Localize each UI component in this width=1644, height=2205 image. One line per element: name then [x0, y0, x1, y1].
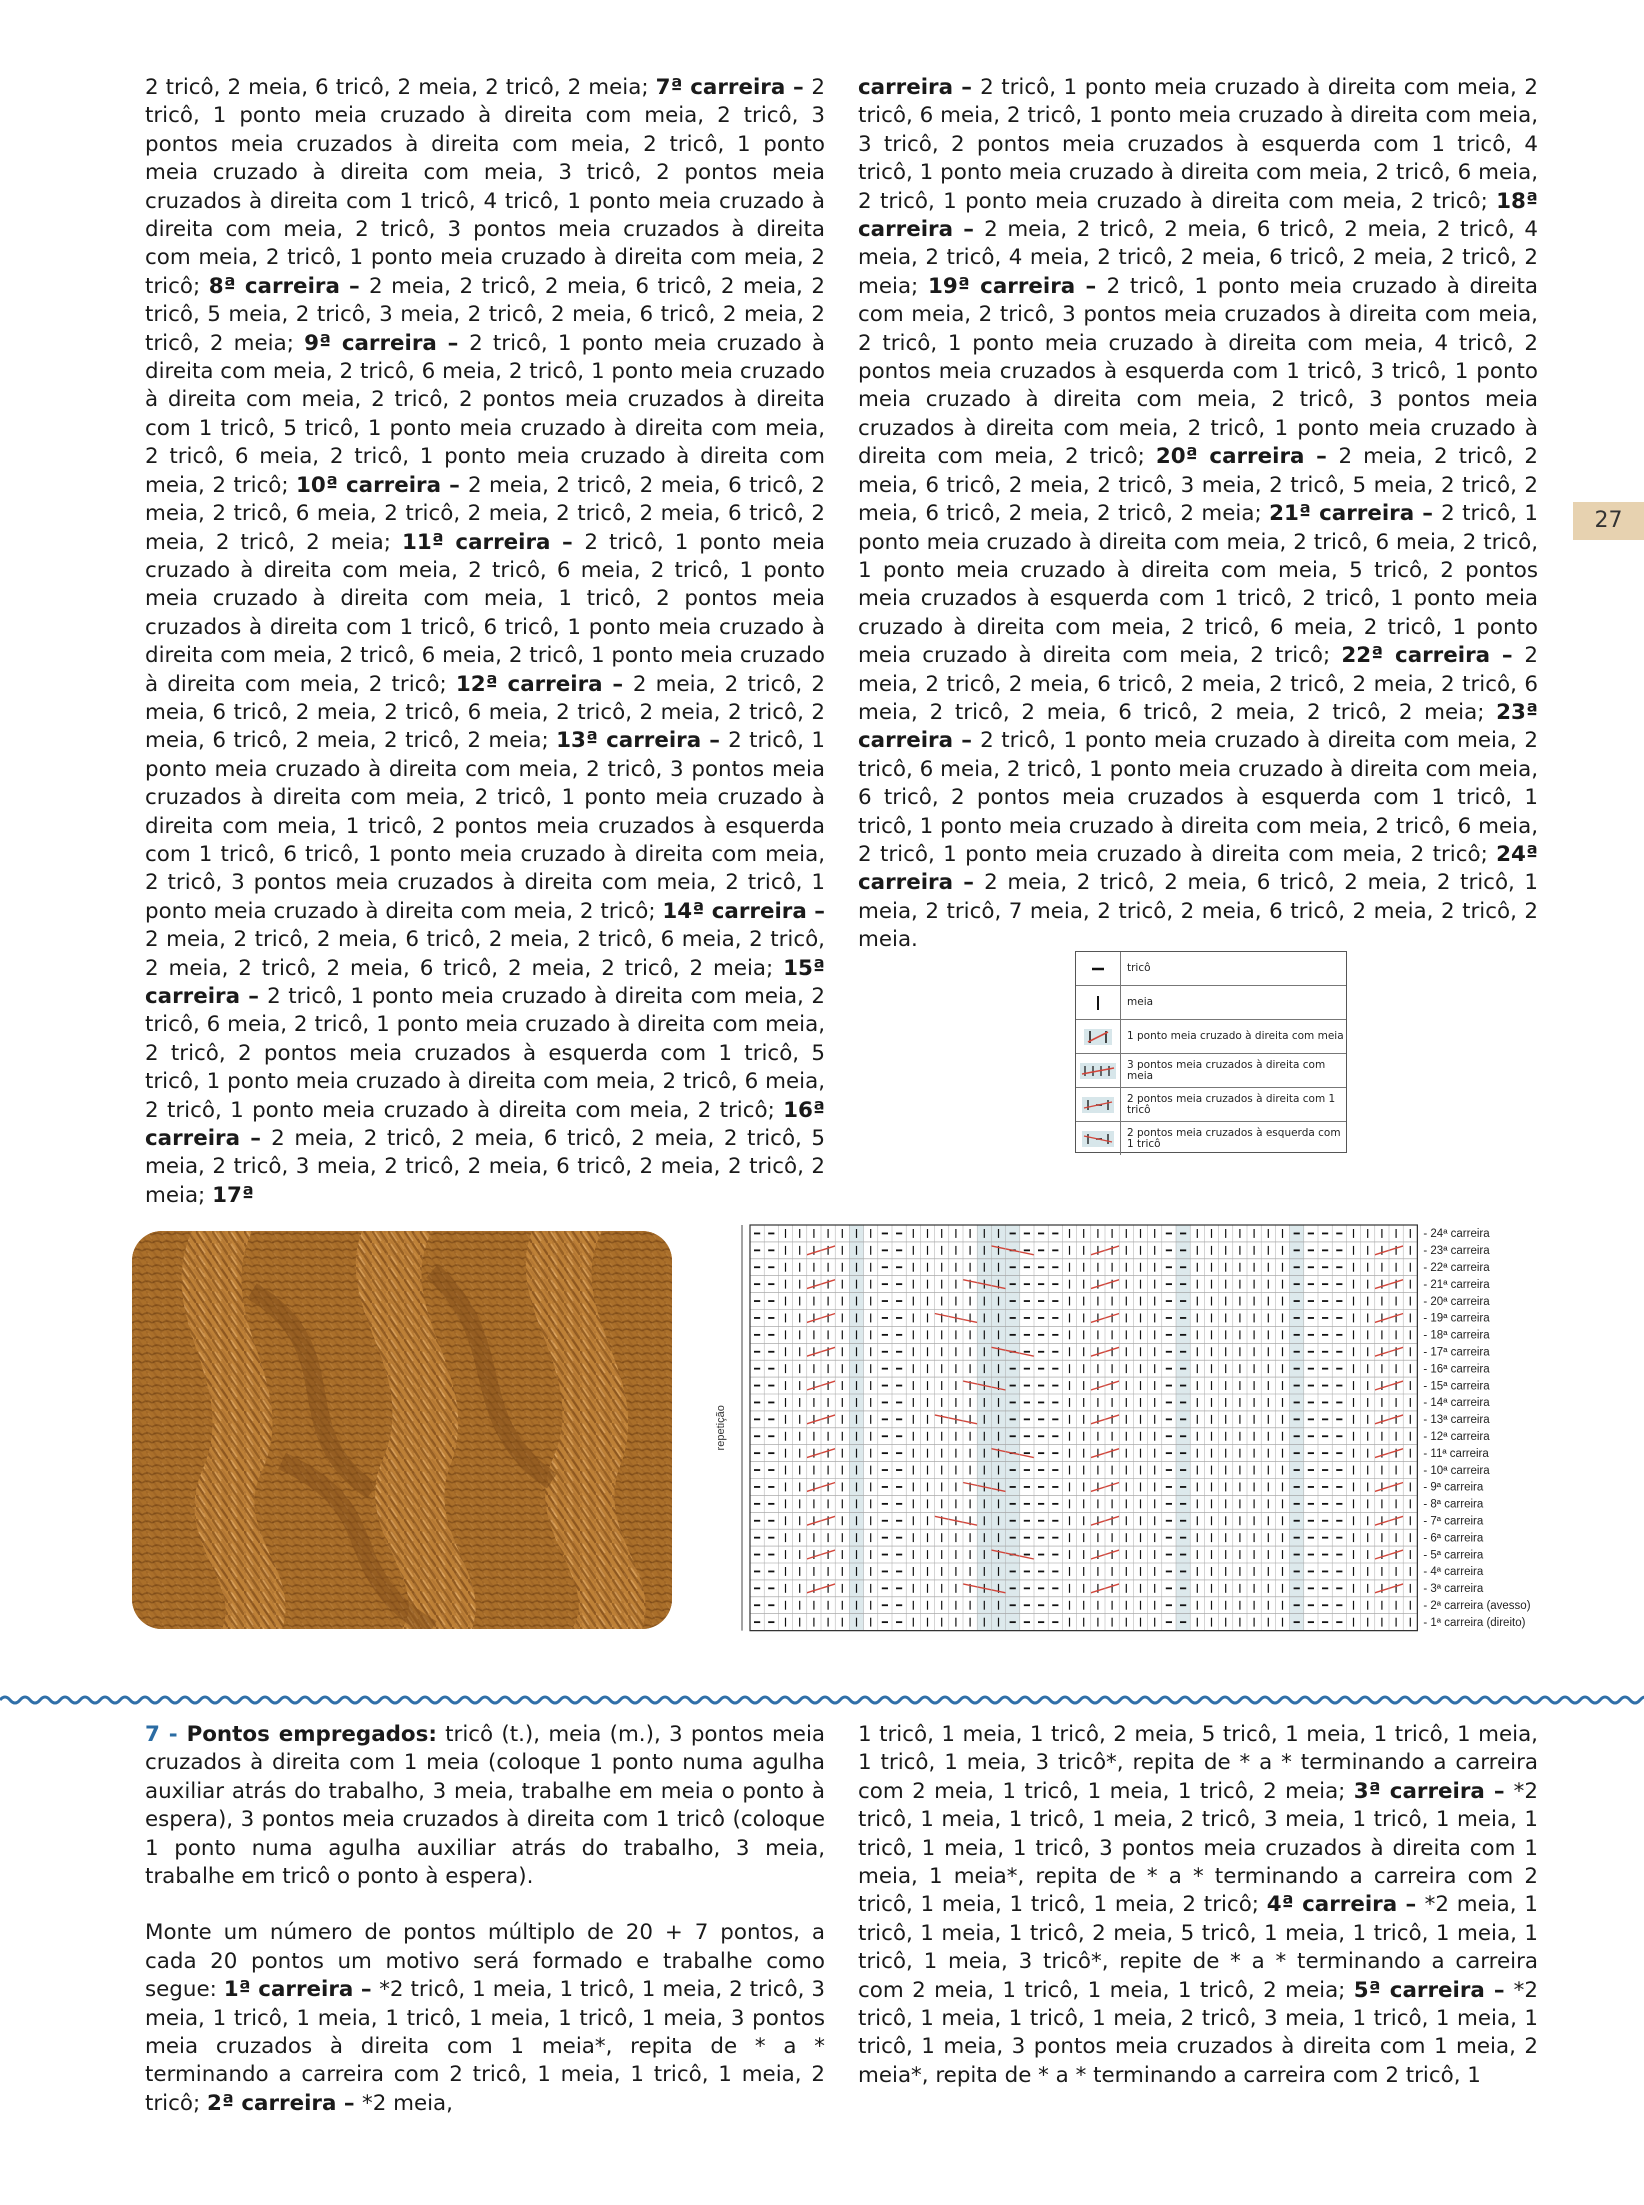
legend-label: 2 pontos meia cruzados à esquerda com 1 tricô: [1127, 1126, 1341, 1150]
row-label: 22ª carreira –: [1341, 643, 1525, 669]
instruction-text: 2 tricô, 1 ponto meia cruzado à direita com meia, 2 tricô, 3 pontos meia cruzados à direita com meia, 2 tricô, 1 ponto meia cruzado à direita com meia, 1 tricô, 2 pontos meia cruzados à esquerda com 1 tricô, 6 tricô, 1 ponto meia cruzado à direita com meia, 2 tricô, 3 pontos meia cruzados à direita com meia, 2 tricô, 1 ponto meia cruzado à direita com meia, 2 tricô;: [145, 728, 826, 924]
row-label: 14ª carreira –: [662, 898, 825, 924]
instruction-text: 2 tricô, 1 ponto meia cruzado à direita com meia, 2 tricô, 6 meia, 2 tricô, 1 ponto meia cruzado à direita com meia, 2 tricô, 2 pontos meia cruzados à direita com 1 tricô, 5 tricô, 1 ponto meia cruzado à direita com meia, 2 tricô, 6 meia, 2 tricô, 1 ponto meia cruzado à direita com meia, 2 tricô;: [145, 330, 825, 498]
row-label: 2ª carreira –: [206, 2090, 363, 2116]
legend-symbol-icon: [1076, 1122, 1121, 1155]
instruction-text: 2 tricô, 2 meia, 6 tricô, 2 meia, 2 tricô, 2 meia;: [145, 75, 656, 100]
section-heading: Pontos empregados:: [186, 1722, 437, 1747]
row-label: 19ª carreira –: [927, 273, 1107, 299]
legend-symbol-icon: [1076, 952, 1121, 985]
row-label: carreira –: [858, 75, 981, 100]
row-label: 3ª carreira –: [1353, 1778, 1514, 1804]
instruction-text: 2 tricô, 1 ponto meia cruzado à direita com meia, 2 tricô, 6 meia, 2 tricô, 1 ponto meia cruzado à direita com meia, 1 tricô, 2 pontos meia cruzados à direita com 1 tricô, 6 tricô, 1 ponto meia cruzado à direita com meia, 2 tricô, 6 meia, 2 tricô, 1 ponto meia cruzado à direita com meia, 2 tricô;: [145, 529, 825, 697]
section-number: 7 -: [145, 1722, 187, 1747]
section-intro-text: tricô (t.), meia (m.), 3 pontos meia cruzados à direita com 1 meia (coloque 1 ponto numa agulha auxiliar atrás do trabalho, 3 meia, trabalhe em meia o ponto à espera), 3 pontos meia cruzados à direita com 1 tricô (coloque 1 ponto numa agulha auxiliar atrás do trabalho, 3 meia, trabalhe em tricô o ponto à espera).: [145, 1722, 825, 1890]
chart-row-label: - 11ª carreira: [1423, 1447, 1489, 1460]
stitch-chart: [700, 1222, 1600, 1642]
instruction-text: 2 meia, 2 tricô, 2 meia, 6 tricô, 2 meia, 2 tricô, 4 meia, 2 tricô, 4 meia, 2 tricô, 2 meia, 6 tricô, 2 meia, 2 tricô, 2 meia;: [858, 217, 1538, 299]
knit-swatch-photo: [132, 1231, 672, 1629]
instruction-text: 2 tricô, 1 ponto meia cruzado à direita com meia, 2 tricô, 6 meia, 2 tricô, 1 ponto meia cruzado à direita com meia, 5 tricô, 2 pontos meia cruzados à esquerda com 1 tricô, 2 tricô, 1 ponto meia cruzado à direita com meia, 2 tricô, 6 meia, 2 tricô, 1 ponto meia cruzado à direita com meia, 2 tricô;: [858, 501, 1539, 669]
instruction-text: 2 meia, 2 tricô, 2 meia, 6 tricô, 2 meia, 2 tricô, 6 meia, 2 tricô, 2 meia, 2 tricô, 2 meia, 6 tricô, 2 meia, 2 tricô, 2 meia;: [145, 671, 826, 754]
legend-row: [1076, 986, 1346, 1020]
chart-row-label: - 14ª carreira: [1423, 1397, 1490, 1410]
chart-row-label: - 9ª carreira: [1423, 1481, 1484, 1494]
chart-row-label: - 8ª carreira: [1423, 1498, 1484, 1511]
legend-row: [1076, 1020, 1346, 1054]
chart-row-label: - 21ª carreira: [1423, 1278, 1490, 1291]
section-7-intro: [145, 1721, 825, 1891]
legend-symbol-icon: [1076, 1054, 1121, 1087]
legend-label: tricô: [1127, 962, 1151, 974]
instruction-text: 2 meia, 2 tricô, 2 meia, 6 tricô, 2 meia, 2 tricô, 1 meia, 2 tricô, 7 meia, 2 tricô, 2 meia, 6 tricô, 2 meia, 2 tricô, 2 meia.: [858, 870, 1538, 953]
instruction-text: *2 tricô, 1 meia, 1 tricô, 1 meia, 2 tricô, 3 meia, 1 tricô, 1 meia, 1 tricô, 1 meia, 1 tricô, 1 meia, 3 pontos meia cruzados à direita com 1 meia*, repita de * a * terminando a carreira com 2 tricô, 1 meia, 1 tricô, 1 meia, 2 tricô;: [145, 1977, 825, 2116]
chart-row-label: - 17ª carreira: [1423, 1346, 1490, 1359]
chart-legend: [1075, 951, 1347, 1153]
row-label: 4ª carreira –: [1266, 1892, 1425, 1918]
row-label: 9ª carreira –: [304, 330, 470, 356]
chart-row-label: - 1ª carreira (direito): [1423, 1616, 1526, 1629]
legend-symbol-icon: [1076, 1020, 1121, 1053]
chart-row-label: - 3ª carreira: [1423, 1583, 1484, 1596]
chart-row-label: - 15ª carreira: [1423, 1380, 1490, 1393]
row-label: 21ª carreira –: [1269, 501, 1442, 527]
instruction-text: 2 tricô, 1 ponto meia cruzado à direita com meia, 2 tricô, 3 pontos meia cruzados à direita com meia, 2 tricô, 1 ponto meia cruzado à direita com meia, 4 tricô, 2 pontos meia cruzados à esquerda com 1 tricô, 3 tricô, 1 ponto meia cruzado à direita com meia, 2 tricô, 3 pontos meia cruzados à direita com meia, 2 tricô, 1 ponto meia cruzado à direita com meia, 2 tricô;: [858, 273, 1538, 470]
chart-row-label: - 13ª carreira: [1423, 1414, 1490, 1427]
instruction-text: 2 meia, 2 tricô, 2 meia, 6 tricô, 2 meia, 2 tricô, 2 meia, 2 tricô, 6 meia, 2 tricô, 2 meia, 6 tricô, 2 meia, 2 tricô, 2 meia;: [858, 643, 1538, 725]
row-label: 10ª carreira –: [296, 472, 468, 498]
row-label: 8ª carreira –: [208, 273, 369, 299]
chart-row-label: - 22ª carreira: [1423, 1261, 1490, 1274]
chart-row-label: - 6ª carreira: [1423, 1532, 1484, 1545]
row-label: 11ª carreira –: [401, 529, 585, 555]
wave-divider: [0, 1692, 1644, 1708]
legend-symbol-icon: [1076, 1088, 1121, 1121]
legend-label: 3 pontos meia cruzados à direita com meia: [1127, 1058, 1326, 1082]
instruction-text: 2 meia, 2 tricô, 2 meia, 6 tricô, 2 meia, 2 tricô, 3 meia, 2 tricô, 5 meia, 2 tricô, 2 meia, 6 tricô, 2 meia, 2 tricô, 2 meia;: [858, 444, 1539, 527]
instruction-text: 2 tricô, 1 ponto meia cruzado à direita com meia, 2 tricô, 3 pontos meia cruzados à direita com meia, 2 tricô, 1 ponto meia cruzado à direita com meia, 3 tricô, 2 pontos meia cruzados à direita com 1 tricô, 4 tricô, 1 ponto meia cruzado à direita com meia, 2 tricô, 3 pontos meia cruzados à direita com meia, 2 tricô, 1 ponto meia cruzado à direita com meia, 2 tricô;: [145, 75, 825, 299]
chart-row-label: - 23ª carreira: [1423, 1245, 1490, 1258]
legend-label: 1 ponto meia cruzado à direita com meia: [1127, 1030, 1344, 1042]
instructions-column-top-left: [145, 74, 825, 1210]
row-label: 15ª carreira –: [145, 955, 825, 1009]
row-label: 16ª carreira –: [145, 1097, 825, 1152]
chart-row-label: - 5ª carreira: [1423, 1549, 1484, 1562]
row-label: 1ª carreira –: [223, 1977, 380, 2003]
row-label: 7ª carreira –: [655, 75, 812, 100]
legend-symbol-icon: [1076, 986, 1121, 1019]
instruction-text: 2 tricô, 1 ponto meia cruzado à direita com meia, 2 tricô, 6 meia, 2 tricô, 1 ponto meia cruzado à direita com meia, 6 tricô, 2 pontos meia cruzados à esquerda com 1 tricô, 1 tricô, 1 ponto meia cruzado à direita com meia, 2 tricô, 6 meia, 2 tricô, 1 ponto meia cruzado à direita com meia, 2 tricô;: [858, 728, 1538, 867]
chart-row-label: - 18ª carreira: [1423, 1329, 1490, 1342]
section-7-column-right: [858, 1721, 1538, 2090]
row-label: 23ª carreira –: [858, 699, 1538, 754]
chart-row-label: - 7ª carreira: [1423, 1515, 1484, 1528]
chart-row-label: - 20ª carreira: [1423, 1295, 1490, 1308]
chart-row-label: - 4ª carreira: [1423, 1566, 1484, 1579]
legend-row: [1076, 1088, 1346, 1122]
section-7-column-left: [145, 1721, 825, 2118]
row-label: 12ª carreira –: [455, 671, 633, 697]
chart-row-label: - 16ª carreira: [1423, 1363, 1490, 1376]
chart-row-label: - 2ª carreira (avesso): [1423, 1599, 1531, 1612]
chart-row-label: - 19ª carreira: [1423, 1312, 1490, 1325]
instruction-text: *2 meia,: [362, 2090, 453, 2116]
section-7-cast-on: [145, 1919, 825, 2118]
legend-row: [1076, 1054, 1346, 1088]
row-label: 20ª carreira –: [1155, 444, 1339, 470]
instruction-text: 2 meia, 2 tricô, 2 meia, 6 tricô, 2 meia, 2 tricô, 5 meia, 2 tricô, 3 meia, 2 tricô, 2 meia, 6 tricô, 2 meia, 2 tricô, 2 meia;: [145, 273, 825, 356]
chart-row-label: - 12ª carreira: [1423, 1430, 1490, 1443]
page-number: 27: [1573, 502, 1644, 540]
legend-label: meia: [1127, 996, 1154, 1008]
instruction-text: *2 tricô, 1 meia, 1 tricô, 1 meia, 2 tricô, 3 meia, 1 tricô, 1 meia, 1 tricô, 1 meia, 1 tricô, 3 pontos meia cruzados à direita com 1 meia, 1 meia*, repita de * a * terminando a carreira com 2 tricô, 1 meia, 1 tricô, 1 meia, 2 tricô;: [858, 1778, 1538, 1918]
instruction-text: 2 tricô, 1 ponto meia cruzado à direita com meia, 2 tricô, 6 meia, 2 tricô, 1 ponto meia cruzado à direita com meia, 3 tricô, 2 pontos meia cruzados à esquerda com 1 tricô, 4 tricô, 1 ponto meia cruzado à direita com meia, 2 tricô, 6 meia, 2 tricô, 1 ponto meia cruzado à direita com meia, 2 tricô;: [858, 75, 1538, 214]
instructions-column-top-right: [858, 74, 1538, 955]
instruction-text: 2 meia, 2 tricô, 2 meia, 6 tricô, 2 meia, 2 tricô, 6 meia, 2 tricô, 2 meia, 2 tricô, 2 meia, 6 tricô, 2 meia, 2 tricô, 2 meia;: [145, 927, 825, 981]
repeat-label: repetição: [715, 1405, 727, 1451]
chart-row-label: - 24ª carreira: [1423, 1228, 1490, 1241]
instruction-text: 2 meia, 2 tricô, 2 meia, 6 tricô, 2 meia, 2 tricô, 6 meia, 2 tricô, 2 meia, 2 tricô, 2 meia, 6 tricô, 2 meia, 2 tricô, 2 meia;: [145, 472, 825, 555]
legend-row: [1076, 952, 1346, 986]
instruction-text: Monte um número de pontos múltiplo de 20 + 7 pontos, a cada 20 pontos um motivo será formado e trabalhe como segue:: [145, 1920, 825, 2003]
row-label: 5ª carreira –: [1353, 1977, 1514, 2003]
legend-row: [1076, 1122, 1346, 1155]
instruction-text: 2 tricô, 1 ponto meia cruzado à direita com meia, 2 tricô, 6 meia, 2 tricô, 1 ponto meia cruzado à direita com meia, 2 tricô, 2 pontos meia cruzados à esquerda com 1 tricô, 5 tricô, 1 ponto meia cruzado à direita com meia, 2 tricô, 6 meia, 2 tricô, 1 ponto meia cruzado à direita com meia, 2 tricô;: [145, 984, 825, 1123]
instruction-text: 1 tricô, 1 meia, 1 tricô, 2 meia, 5 tricô, 1 meia, 1 tricô, 1 meia, 1 tricô, 1 meia, 3 tricô*, repita de * a * terminando a carreira com 2 meia, 1 tricô, 1 meia, 1 tricô, 2 meia;: [858, 1722, 1538, 1804]
legend-label: 2 pontos meia cruzados à direita com 1 tricô: [1127, 1092, 1336, 1116]
instruction-text: *2 tricô, 1 meia, 1 tricô, 1 meia, 2 tricô, 3 meia, 1 tricô, 1 meia, 1 tricô, 1 meia, 3 pontos meia cruzados à direita com 1 meia, 2 meia*, repita de * a * terminando a carreira com 2 tricô, 1: [858, 1977, 1538, 2088]
row-label: 13ª carreira –: [556, 728, 729, 754]
row-label: 18ª carreira –: [858, 188, 1538, 243]
instruction-text: 2 meia, 2 tricô, 2 meia, 6 tricô, 2 meia, 2 tricô, 5 meia, 2 tricô, 3 meia, 2 tricô, 2 meia, 6 tricô, 2 meia, 2 tricô, 2 meia;: [145, 1126, 825, 1208]
instruction-text: *2 meia, 1 tricô, 1 meia, 1 tricô, 2 meia, 5 tricô, 1 meia, 1 tricô, 1 meia, 1 tricô, 1 meia, 3 tricô*, repite de * a * terminando a carreira com 2 meia, 1 tricô, 1 meia, 1 tricô, 2 meia;: [858, 1892, 1538, 2003]
row-label: 24ª carreira –: [858, 841, 1538, 896]
chart-row-label: - 10ª carreira: [1423, 1464, 1490, 1477]
row-label: 17ª: [212, 1182, 254, 1208]
